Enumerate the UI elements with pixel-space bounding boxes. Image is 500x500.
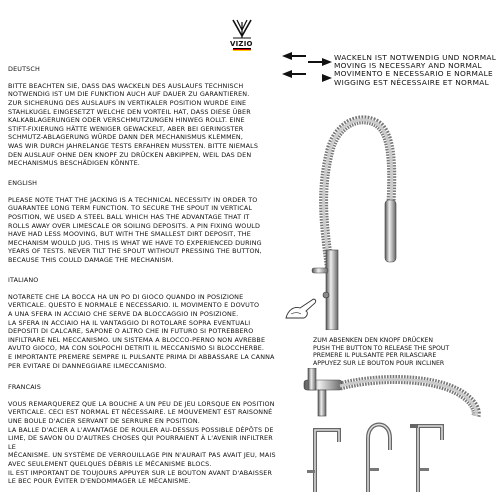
section-body: NOTARETE CHE LA BOCCA HA UN PO DI GIOCO QUANDO IN POSIZIONE VERTICALE. QUESTO E NORMALE E NECESSARIO. IL MOVIMENTO E DOVUTO A UNA SFERA IN ACCIAIO CHE SERVE DA BLOCCAGGIO IN POSIZIONE. LA SFERA IN ACCIAIO HA IL VANTAGGIO DI ROTOLARE SOPRA EVENTUALI DEPOSITI DI CALCARE, SAPONE O ALTRO CHE IN FUTURO SI POTREBBERO INFILTRARE NEL MECCANISMO. UN SISTEMA A BLOCCO-PERNO NON AVREBBE AVUTO GIOCO, MA CON SOLPOCHI DETRITI IL MECCANISMO SI BLOCCHERBE. E IMPORTANTE PREMERE SEMPRE IL PULSANTE PRIMA DI ABBASSARE LA CANNA PER EVITARE DI DANNEGGIARE ILMECCANISMO. xyxy=(8,292,275,370)
wobble-arrows-icon xyxy=(282,52,332,82)
section-body: PLEASE NOTE THAT THE JACKING IS A TECHNICAL NECESSITY IN ORDER TO GUARANTEE LONG TERM FUNCTION. TO SECURE THE SPOUT IN VERTICAL POSITION, WE USED A STEEL BALL WHICH HAS THE ADVANTAGE THAT IT ROLLS AWAY OVER LIMESCALE OR SOILING DEPOSITS. A PIN FIXING WOULD HAVE HAD LESS MOOVING, BUT WITH THE SMALLEST DIRT DEPOSIT, THE MECHANISM WOULD JUG. THIS IS WHAT WE HAVE TO EXPERIENCED DURING YEARS OF TESTS. NEVER TILT THE SPOUT WITHOUT PRESSING THE BUTTON, BECAUSE THIS COULD DAMAGE THE MECHANISM. xyxy=(8,195,262,264)
section-body: VOUS REMARQUEREZ QUE LA BOUCHE A UN PEU DE JEU LORSQUE EN POSITION VERTICALE. CECI EST NORMAL ET NÉCESSAIRE. LE MOUVEMENT EST RAISONNÉ UNE BOULE D'ACIER SERVANT DE SERRURE EN POSITION. LA BALLE D'ACIER A L'AVANTAGE DE ROULER AU-DESSUS POSSIBLE DÉPÔTS DE LIME, DE SAVON OU D'AUTRES CHOSES QUI POURRAIENT À L'AVENIR INFILTRER LE MÉCANISME. UN SYSTÈME DE VERROUILLAGE PIN N'AURAIT PAS AVAIT JEU, MAIS AVEC SEULEMENT QUELQUES DÉBRIS LE MÉCANISME BLOCS. IL EST IMPORTANT DE TOUJOURS APPUYER SUR LE BOUTON AVANT D'ABAISSER LE BEC POUR ÉVITER D'ENDOMMAGER LE MÉCANISME. xyxy=(8,399,276,486)
section-heading: ITALIANO xyxy=(8,275,39,284)
faucet-variant-round xyxy=(356,418,396,492)
section-english xyxy=(8,170,280,265)
faucet-illustration xyxy=(282,90,432,330)
section-deutsch xyxy=(8,56,280,168)
faucet-variant-square xyxy=(305,422,345,492)
section-heading: DEUTSCH xyxy=(8,64,40,73)
section-italiano xyxy=(8,267,280,370)
brand-name: VIZIO xyxy=(230,40,253,48)
wobble-note: WACKELN IST NOTWENDIG UND NORMAL MOVING IS NECESSARY AND NORMAL MOVIMENTO E NECESSARIO E NORMALE WIGGING EST NÉCESSAIRE ET NORMAL xyxy=(334,53,497,87)
button-note: ZUM ABSENKEN DEN KNOPF DRÜCKEN PUSH THE BUTTON TO RELEASE THE SPOUT PREMERE IL PULSANTE PER RILASCIARE APPUYEZ SUR LE BOUTON POUR INCLINER xyxy=(313,337,450,367)
folded-faucet-illustration xyxy=(300,368,490,418)
faucet-variant-angular xyxy=(404,420,448,492)
section-heading: FRANCAIS xyxy=(8,382,41,391)
section-body: BITTE BEACHTEN SIE, DASS DAS WACKELN DES AUSLAUFS TECHNISCH NOTWENDIG IST UM DIE FUNKTION AUCH AUF DAUER ZU GARANTIEREN. ZUR SICHERUNG DES AUSLAUFS IN VERTIKALER POSITION WURDE EINE STAHLKUGEL EINGESETZT WELCHE DEN VORTEIL HAT, DASS DIESE ÜBER KALKABLAGERUNGEN ODER VERSCHMUTZUNGEN HINWEG ROLLT. EINE STIFT-FIXIERUNG HÄTTE WENIGER GEWACKELT, ABER BEI GERINGSTER SCHMUTZ-ABLAGERUNG WÜRDE DANN DER MECHANISMUS KLEMMEN, WAS WIR DURCH JAHRELANGE TESTS ERFAHREN MUSSTEN. BITTE NIEMALS DEN AUSLAUF OHNE DEN KNOPF ZU DRÜCKEN ABKIPPEN, WEIL DAS DEN MECHANISMUS BESCHÄDIGEN KÖNNTE. xyxy=(8,81,259,168)
section-francais xyxy=(8,374,280,486)
german-flag-icon xyxy=(233,48,251,51)
section-heading: ENGLISH xyxy=(8,178,38,187)
